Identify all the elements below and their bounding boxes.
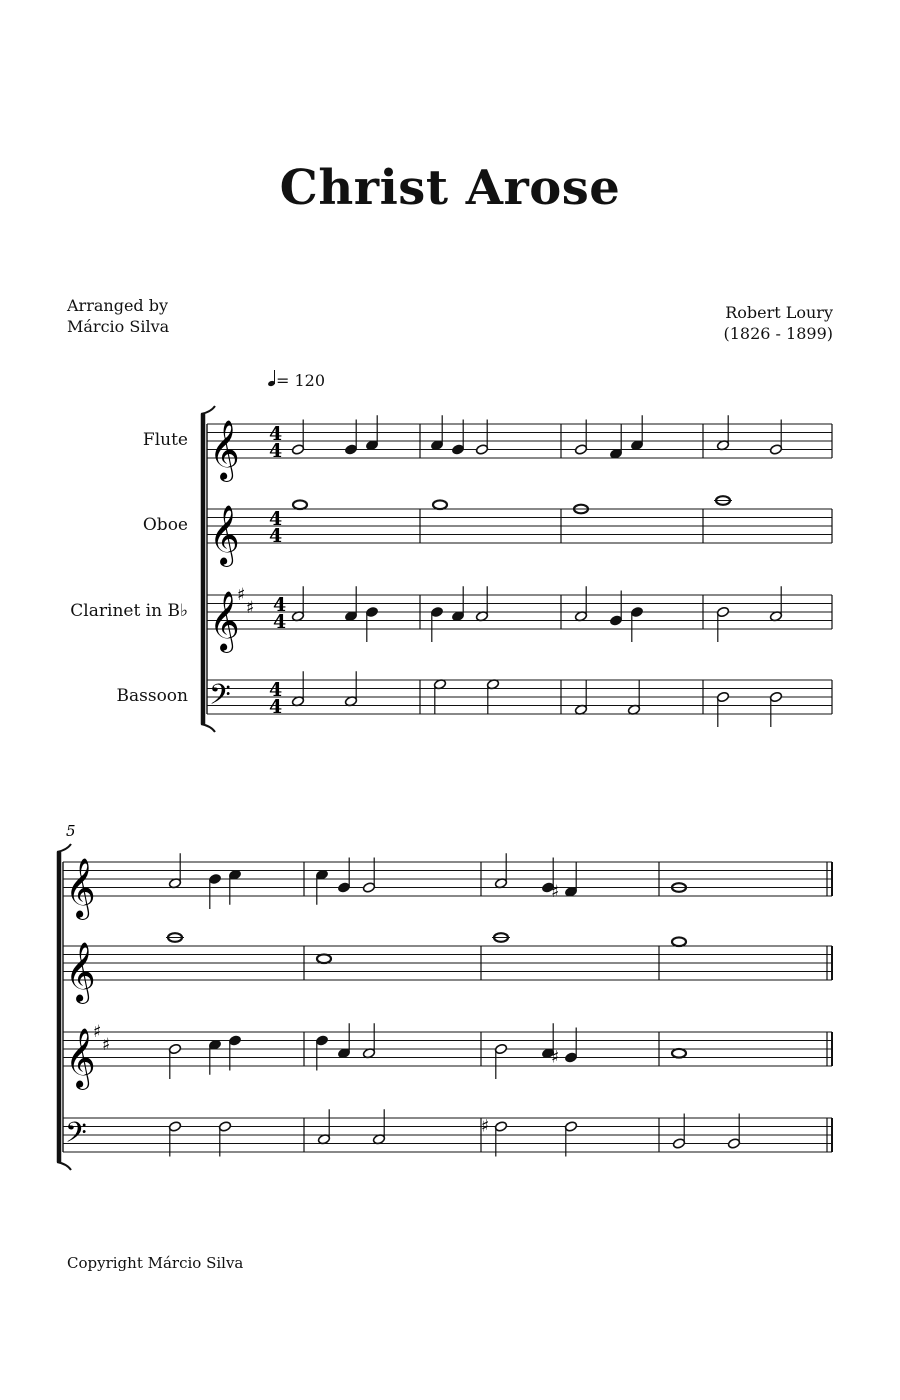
- whole-note: [672, 937, 686, 946]
- time-signature-bottom: 4: [269, 525, 283, 547]
- treble-clef-icon: 𝄞: [65, 1028, 96, 1088]
- time-signature-top: 4: [269, 508, 283, 530]
- whole-note: [293, 500, 307, 509]
- whole-note: [433, 500, 447, 509]
- piece-title: Christ Arose: [279, 160, 621, 216]
- bass-clef-icon: 𝄢: [209, 678, 231, 719]
- treble-clef-icon: 𝄞: [65, 858, 96, 918]
- arranger-name: Márcio Silva: [67, 317, 170, 336]
- instrument-label-bassoon: Bassoon: [116, 686, 188, 706]
- sharp-icon: ♯: [93, 1022, 102, 1042]
- tempo-value: = 120: [276, 371, 326, 390]
- bracket-top-hook: [201, 406, 215, 414]
- bracket-top-hook: [57, 844, 71, 852]
- composer-name: Robert Loury: [725, 303, 833, 322]
- arranger-label: Arranged by: [67, 296, 169, 315]
- sharp-icon: ♯: [481, 1116, 490, 1137]
- composer-dates: (1826 - 1899): [723, 324, 833, 343]
- measure-number: 5: [66, 822, 76, 840]
- sharp-icon: ♯: [551, 881, 560, 902]
- bass-clef-icon: 𝄢: [65, 1116, 87, 1157]
- time-signature-top: 4: [269, 423, 283, 445]
- sharp-icon: ♯: [246, 597, 255, 618]
- treble-clef-icon: 𝄞: [209, 591, 240, 651]
- sharp-icon: ♯: [551, 1047, 560, 1068]
- whole-note: [672, 1049, 686, 1058]
- bracket-bottom-hook: [57, 1162, 71, 1170]
- time-signature-bottom: 4: [273, 611, 287, 633]
- treble-clef-icon: 𝄞: [209, 420, 240, 480]
- treble-clef-icon: 𝄞: [65, 942, 96, 1002]
- sharp-icon: ♯: [102, 1034, 111, 1055]
- instrument-label-clarinet: Clarinet in B♭: [70, 601, 188, 621]
- time-signature-top: 4: [269, 679, 283, 701]
- time-signature-bottom: 4: [269, 696, 283, 718]
- instrument-label-oboe: Oboe: [142, 515, 188, 535]
- instrument-label-flute: Flute: [142, 430, 188, 450]
- time-signature-top: 4: [273, 594, 287, 616]
- whole-note: [317, 954, 331, 963]
- time-signature-bottom: 4: [269, 440, 283, 462]
- copyright-notice: Copyright Márcio Silva: [67, 1254, 244, 1272]
- bracket-bottom-hook: [201, 724, 215, 732]
- sharp-icon: ♯: [237, 585, 246, 605]
- treble-clef-icon: 𝄞: [209, 505, 240, 565]
